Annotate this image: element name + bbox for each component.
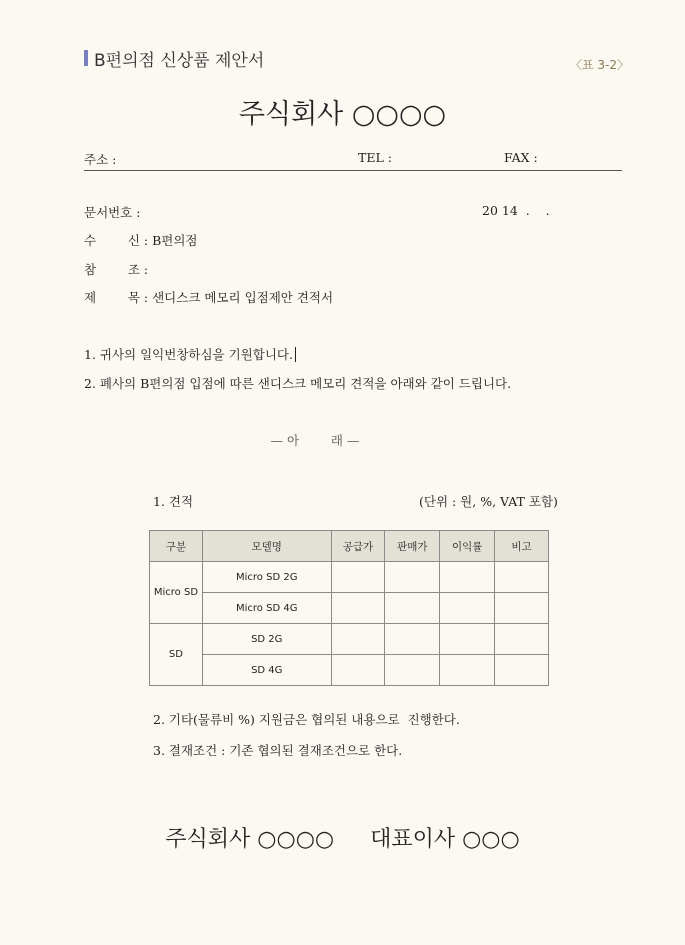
doc-number: 문서번호 : [84,205,141,220]
unit-note: (단위 : 원, %, VAT 포함) [419,494,558,509]
fax-label: FAX : [504,150,538,165]
model-cell: Micro SD 4G [202,593,331,624]
page-title: B편의점 신상품 제안서 [94,51,265,71]
doc-reference: 참 조 : [84,262,149,277]
remarks-cell[interactable] [495,624,549,655]
supply-price-cell[interactable] [331,562,385,593]
header-model: 모델명 [202,531,331,562]
sale-price-cell[interactable] [385,562,440,593]
model-cell: Micro SD 2G [202,562,331,593]
header-sale-price: 판매가 [385,531,440,562]
doc-subject: 제 목 : 샌디스크 메모리 입점제안 견적서 [84,290,334,305]
margin-cell[interactable] [440,593,495,624]
body-paragraph-2: 2. 폐사의 B편의점 입점에 따른 샌디스크 메모리 견적을 아래와 같이 드립니다. [84,376,512,391]
table-row [150,562,549,593]
category-cell: SD [150,624,203,686]
header-divider [84,170,622,171]
table-row [150,624,549,655]
sale-price-cell[interactable] [385,624,440,655]
doc-recipient: 수 신 : B편의점 [84,233,198,248]
footer-company: 주식회사 ○○○○ [165,827,335,852]
below-heading: — 아 래 — [270,433,360,448]
remarks-cell[interactable] [495,562,549,593]
doc-date: 20 14 . . [482,203,550,218]
header-remarks: 비고 [495,531,549,562]
tel-label: TEL : [358,150,392,165]
table-row [150,593,549,624]
remarks-cell[interactable] [495,593,549,624]
header-margin: 이익률 [440,531,495,562]
table-row [150,655,549,686]
text-cursor [295,347,296,362]
margin-cell[interactable] [440,624,495,655]
remarks-cell[interactable] [495,655,549,686]
model-cell: SD 4G [202,655,331,686]
note-3: 3. 결재조건 : 기존 협의된 결재조건으로 한다. [153,743,403,758]
table-header-row [150,531,549,562]
supply-price-cell[interactable] [331,624,385,655]
margin-cell[interactable] [440,562,495,593]
estimate-label: 1. 견적 [153,494,194,509]
company-title: 주식회사 ○○○○ [238,99,447,130]
header-accent-bar [84,50,88,66]
sale-price-cell[interactable] [385,593,440,624]
signature-line [0,822,685,853]
footer-ceo: 대표이사 ○○○ [370,827,520,852]
body-paragraph-1[interactable] [84,345,296,363]
category-cell: Micro SD [150,562,203,624]
supply-price-cell[interactable] [331,655,385,686]
header-supply-price: 공급가 [331,531,385,562]
header-category: 구분 [150,531,203,562]
note-2: 2. 기타(물류비 %) 지원금은 협의된 내용으로 진행한다. [153,712,460,727]
address-label: 주소 : [84,152,117,167]
body-paragraph-1-text: 1. 귀사의 일익번창하심을 기원합니다. [84,347,293,362]
estimate-table [149,530,549,686]
table-reference-tag: 〈표 3-2〉 [570,58,630,72]
margin-cell[interactable] [440,655,495,686]
supply-price-cell[interactable] [331,593,385,624]
model-cell: SD 2G [202,624,331,655]
sale-price-cell[interactable] [385,655,440,686]
